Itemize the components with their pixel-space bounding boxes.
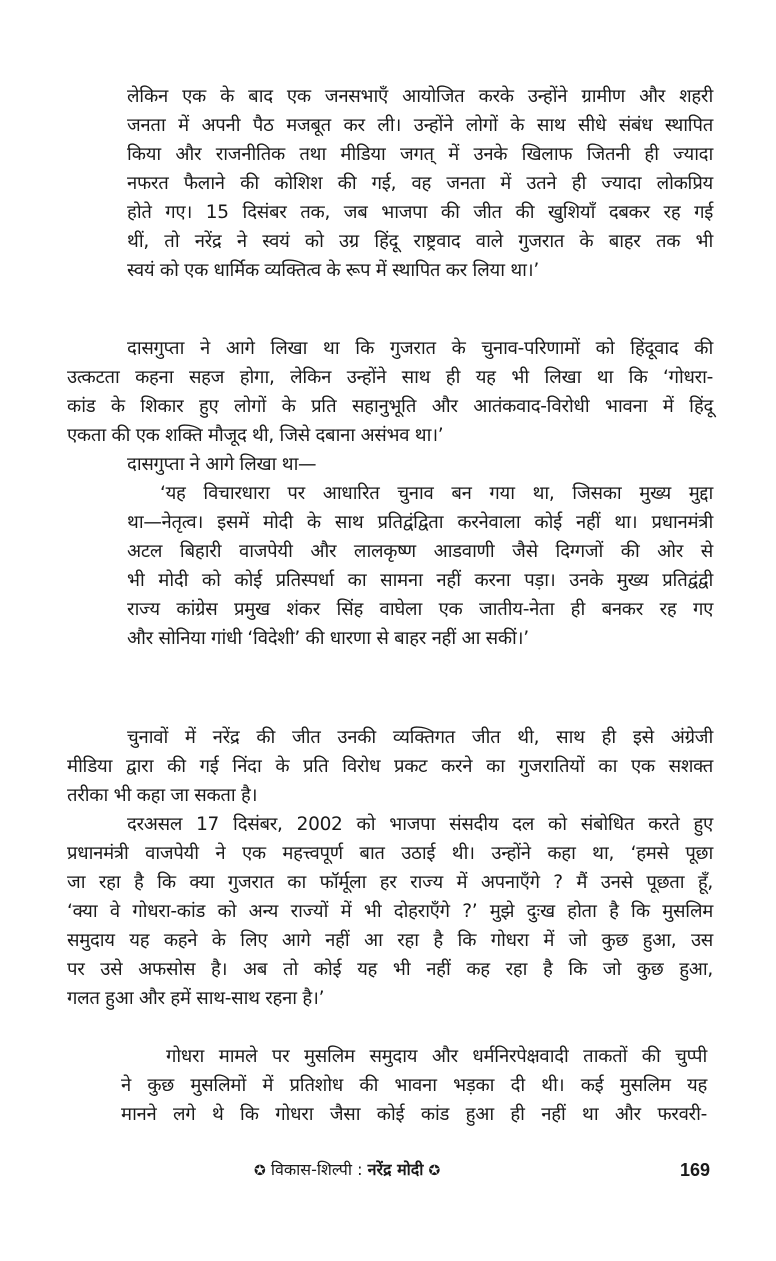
text-line: किया और राजनीतिक तथा मीडिया जगत् में उनके खिलाफ जितनी ही ज्यादा (127, 144, 713, 165)
text-line: ‘क्या वे गोधरा-कांड को अन्य राज्यों में भी दोहराएँगे ?’ मुझे दुःख होता है कि मुसलिम (67, 901, 713, 922)
text-line: दरअसल 17 दिसंबर, 2002 को भाजपा संसदीय दल को संबोधित करते हुए (127, 814, 713, 835)
text-line: समुदाय यह कहने के लिए आगे नहीं आ रहा है कि गोधरा में जो कुछ हुआ, उस (67, 930, 713, 951)
text-line: मानने लगे थे कि गोधरा जैसा कोई कांड हुआ ही नहीं था और फरवरी- (121, 1104, 707, 1125)
text-line: दासगुप्ता ने आगे लिखा था कि गुजरात के चुनाव-परिणामों को हिंदूवाद की (127, 338, 713, 359)
text-line: थीं, तो नरेंद्र ने स्वयं को उग्र हिंदू राष्ट्रवाद वाले गुजरात के बाहर तक भी (127, 231, 713, 252)
text-line: नफरत फैलाने की कोशिश की गई, वह जनता में उतने ही ज्यादा लोकप्रिय (127, 173, 713, 194)
text-line: चुनावों में नरेंद्र की जीत उनकी व्यक्तिगत जीत थी, साथ ही इसे अंग्रेजी (127, 727, 713, 748)
text-line: और सोनिया गांधी ‘विदेशी’ की धारणा से बाहर नहीं आ सकीं।’ (127, 628, 529, 649)
text-line: लेकिन एक के बाद एक जनसभाएँ आयोजित करके उन्होंने ग्रामीण और शहरी (127, 86, 713, 107)
text-line: दासगुप्ता ने आगे लिखा था— (127, 454, 317, 475)
text-line: मीडिया द्वारा की गई निंदा के प्रति विरोध प्रकट करने का गुजरातियों का एक सशक्त (67, 756, 713, 777)
book-title-prefix: विकास-शिल्पी : (270, 1160, 363, 1179)
page-number: 169 (679, 1160, 710, 1180)
text-line: जनता में अपनी पैठ मजबूत कर ली। उन्होंने लोगों के साथ सीधे संबंध स्थापित (127, 115, 713, 136)
text-line: गोधरा मामले पर मुसलिम समुदाय और धर्मनिरपेक्षवादी ताकतों की चुप्पी (166, 1046, 707, 1067)
book-title-name: नरेंद्र मोदी (367, 1160, 424, 1179)
text-line: स्वयं को एक धार्मिक व्यक्तित्व के रूप में स्थापित कर लिया था।’ (127, 260, 539, 281)
text-line: भी मोदी को कोई प्रतिस्पर्धा का सामना नहीं करना पड़ा। उनके मुख्य प्रतिद्वंद्वी (127, 570, 713, 591)
text-line: ‘यह विचारधारा पर आधारित चुनाव बन गया था, जिसका मुख्य मुद्दा (160, 483, 713, 504)
text-line: कांड के शिकार हुए लोगों के प्रति सहानुभूति और आतंकवाद-विरोधी भावना में हिंदू (67, 396, 713, 417)
text-line: उत्कटता कहना सहज होगा, लेकिन उन्होंने साथ ही यह भी लिखा था कि ‘गोधरा- (67, 367, 713, 388)
text-line: राज्य कांग्रेस प्रमुख शंकर सिंह वाघेला एक जातीय-नेता ही बनकर रह गए (127, 599, 713, 620)
text-line: जा रहा है कि क्या गुजरात का फॉर्मूला हर राज्य में अपनाएँगे ? मैं उनसे पूछता हूँ, (67, 872, 713, 893)
text-line: अटल बिहारी वाजपेयी और लालकृष्ण आडवाणी जैसे दिग्गजों की ओर से (127, 541, 713, 562)
text-line: एकता की एक शक्ति मौजूद थी, जिसे दबाना असंभव था।’ (67, 425, 444, 446)
flower-ornament-icon: ✪ (254, 1163, 266, 1179)
running-footer (254, 1156, 440, 1185)
text-line: होते गए। 15 दिसंबर तक, जब भाजपा की जीत की खुशियाँ दबकर रह गई (127, 202, 713, 223)
text-line: प्रधानमंत्री वाजपेयी ने एक महत्त्वपूर्ण बात उठाई थी। उन्होंने कहा था, ‘हमसे पूछा (67, 843, 713, 864)
text-line: तरीका भी कहा जा सकता है। (67, 785, 258, 806)
text-line: पर उसे अफसोस है। अब तो कोई यह भी नहीं कह रहा है कि जो कुछ हुआ, (67, 959, 713, 980)
text-line: था—नेतृत्व। इसमें मोदी के साथ प्रतिद्वंद्विता करनेवाला कोई नहीं था। प्रधानमंत्री (127, 512, 713, 533)
text-line: गलत हुआ और हमें साथ-साथ रहना है।’ (67, 988, 325, 1009)
text-line: ने कुछ मुसलिमों में प्रतिशोध की भावना भड़का दी थी। कई मुसलिम यह (121, 1075, 707, 1096)
flower-ornament-icon: ✪ (428, 1163, 441, 1179)
